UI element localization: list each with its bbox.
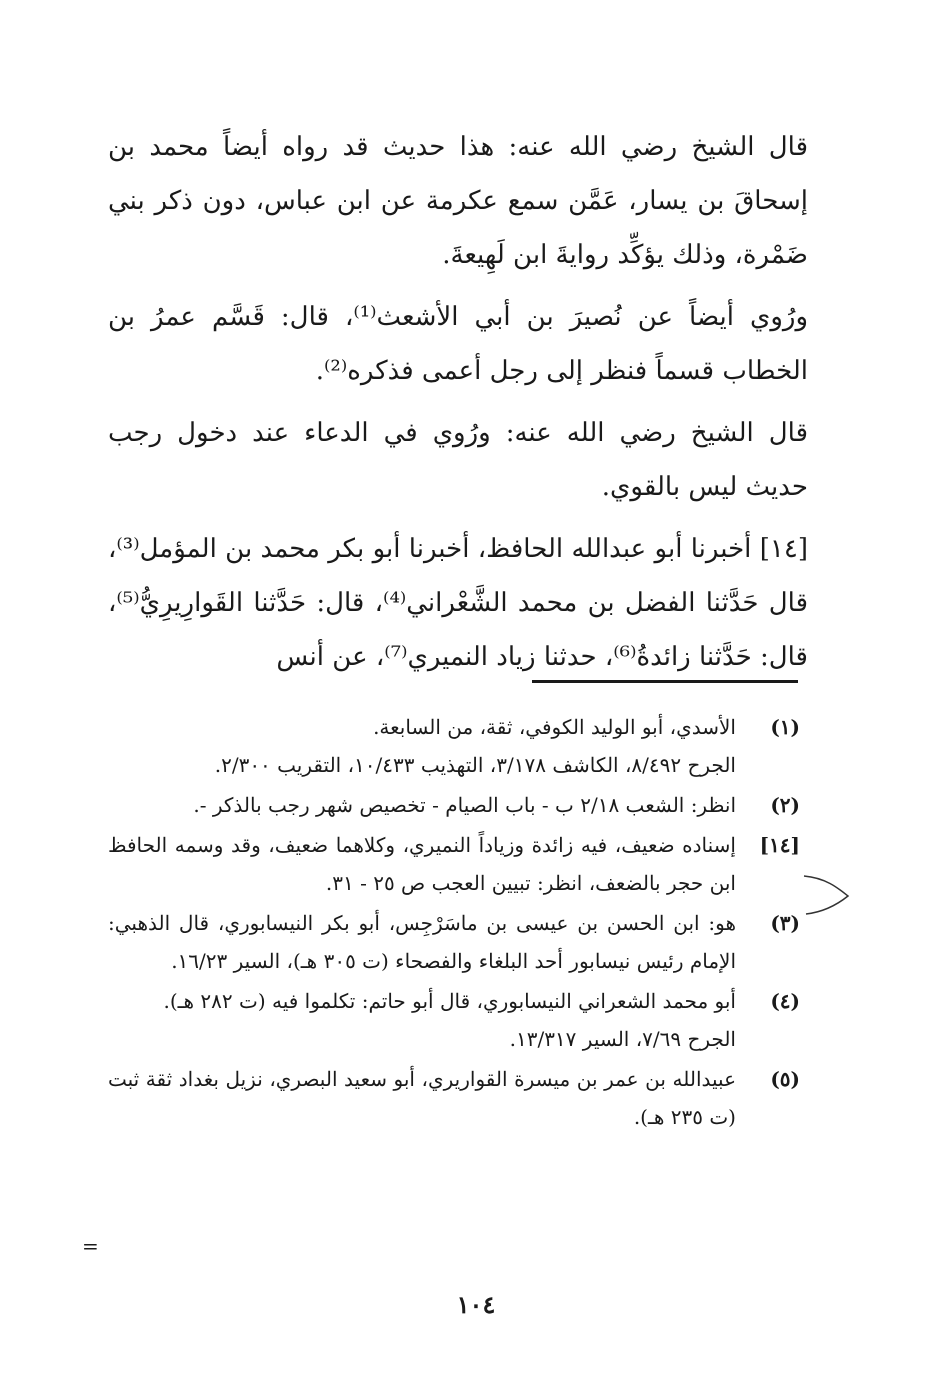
footnote-line: الجرح ٨/٤٩٢، الكاشف ٣/١٧٨، التهذيب ١٠/٤٣٣، التقريب ٢/٣٠٠. [214, 753, 736, 777]
footnote-line: الأسدي، أبو الوليد الكوفي، ثقة، من السابعة. [373, 715, 736, 739]
footnote-3 [108, 904, 800, 980]
footnote-line: الجرح ٧/٦٩، السير ١٣/٣١٧. [509, 1027, 736, 1051]
footnote-body [108, 982, 736, 1058]
footnote-5 [108, 1060, 800, 1136]
paragraph-2: ورُوي أيضاً عن نُصيرَ بن أبي الأشعث⁽¹⁾، قال: قَسَّم عمرُ بن الخطاب قسماً فنظر إلى رجل أعمى فذكره⁽²⁾. [108, 302, 808, 386]
footnote-number: (١) [770, 715, 800, 739]
page-number: ١٠٤ [456, 1290, 496, 1319]
footnote-1 [108, 708, 800, 784]
main-text [108, 120, 808, 692]
footnote-line: أبو محمد الشعراني النيسابوري، قال أبو حاتم: تكلموا فيه (ت ٢٨٢ هـ). [163, 989, 736, 1013]
footnote-line: هو: ابن الحسن بن عيسى بن ماسَرْجِس، أبو بكر النيسابوري، قال الذهبي: الإمام رئيس نيسابور أحد البلغاء والفصحاء (ت ٣٠٥ هـ)، السير ١٦/٢٣. [108, 911, 737, 973]
continuation-mark: = [82, 1234, 99, 1258]
paragraph-3: قال الشيخ رضي الله عنه: ورُوي في الدعاء عند دخول رجب حديث ليس بالقوي. [108, 418, 808, 502]
paragraph-4: [١٤] أخبرنا أبو عبدالله الحافظ، أخبرنا أبو بكر محمد بن المؤمل⁽³⁾، قال حَدَّثنا الفضل بن محمد الشَّعْراني⁽⁴⁾، قال: حَدَّثنا القَوارِيرِيُّ⁽⁵⁾، قال: حَدَّثنا زائدةُ⁽⁶⁾، حدثنا زياد النميري⁽⁷⁾، عن أنس [108, 534, 808, 672]
footnote-line: إسناده ضعيف، فيه زائدة وزياداً النميري، وكلاهما ضعيف، وقد وسمه الحافظ ابن حجر بالضعف، انظر: تبيين العجب ص ٢٥ - ٣١. [108, 833, 736, 895]
footnote-body [108, 826, 736, 902]
footnote-number: (٢) [770, 793, 800, 817]
footnote-body [108, 708, 736, 784]
footnote-body [108, 904, 736, 980]
footnote-body [108, 786, 736, 824]
footnote-separator [532, 680, 798, 683]
footnote-line: انظر: الشعب ٢/١٨ ب - باب الصيام - تخصيص شهر رجب بالذكر -. [193, 793, 736, 817]
footnote-body [108, 1060, 736, 1136]
footnote-number: (٥) [770, 1067, 800, 1091]
footnote-4 [108, 982, 800, 1058]
footnote-number: (٣) [770, 911, 800, 935]
footnote-2 [108, 786, 800, 824]
footnote-number: [١٤] [759, 833, 800, 857]
footnote-14 [108, 826, 800, 902]
handwritten-bracket-mark [798, 868, 854, 920]
footnotes [108, 708, 800, 1138]
footnote-line: عبيدالله بن عمر بن ميسرة القواريري، أبو سعيد البصري، نزيل بغداد ثقة ثبت (ت ٢٣٥ هـ). [108, 1067, 736, 1129]
footnote-number: (٤) [770, 989, 800, 1013]
paragraph-1: قال الشيخ رضي الله عنه: هذا حديث قد رواه أيضاً محمد بن إسحاقَ بن يسار، عَمَّن سمع عكرمة عن ابن عباس، دون ذكر بني ضَمْرة، وذلك يؤكِّد روايةَ ابن لَهِيعةَ. [108, 132, 808, 270]
